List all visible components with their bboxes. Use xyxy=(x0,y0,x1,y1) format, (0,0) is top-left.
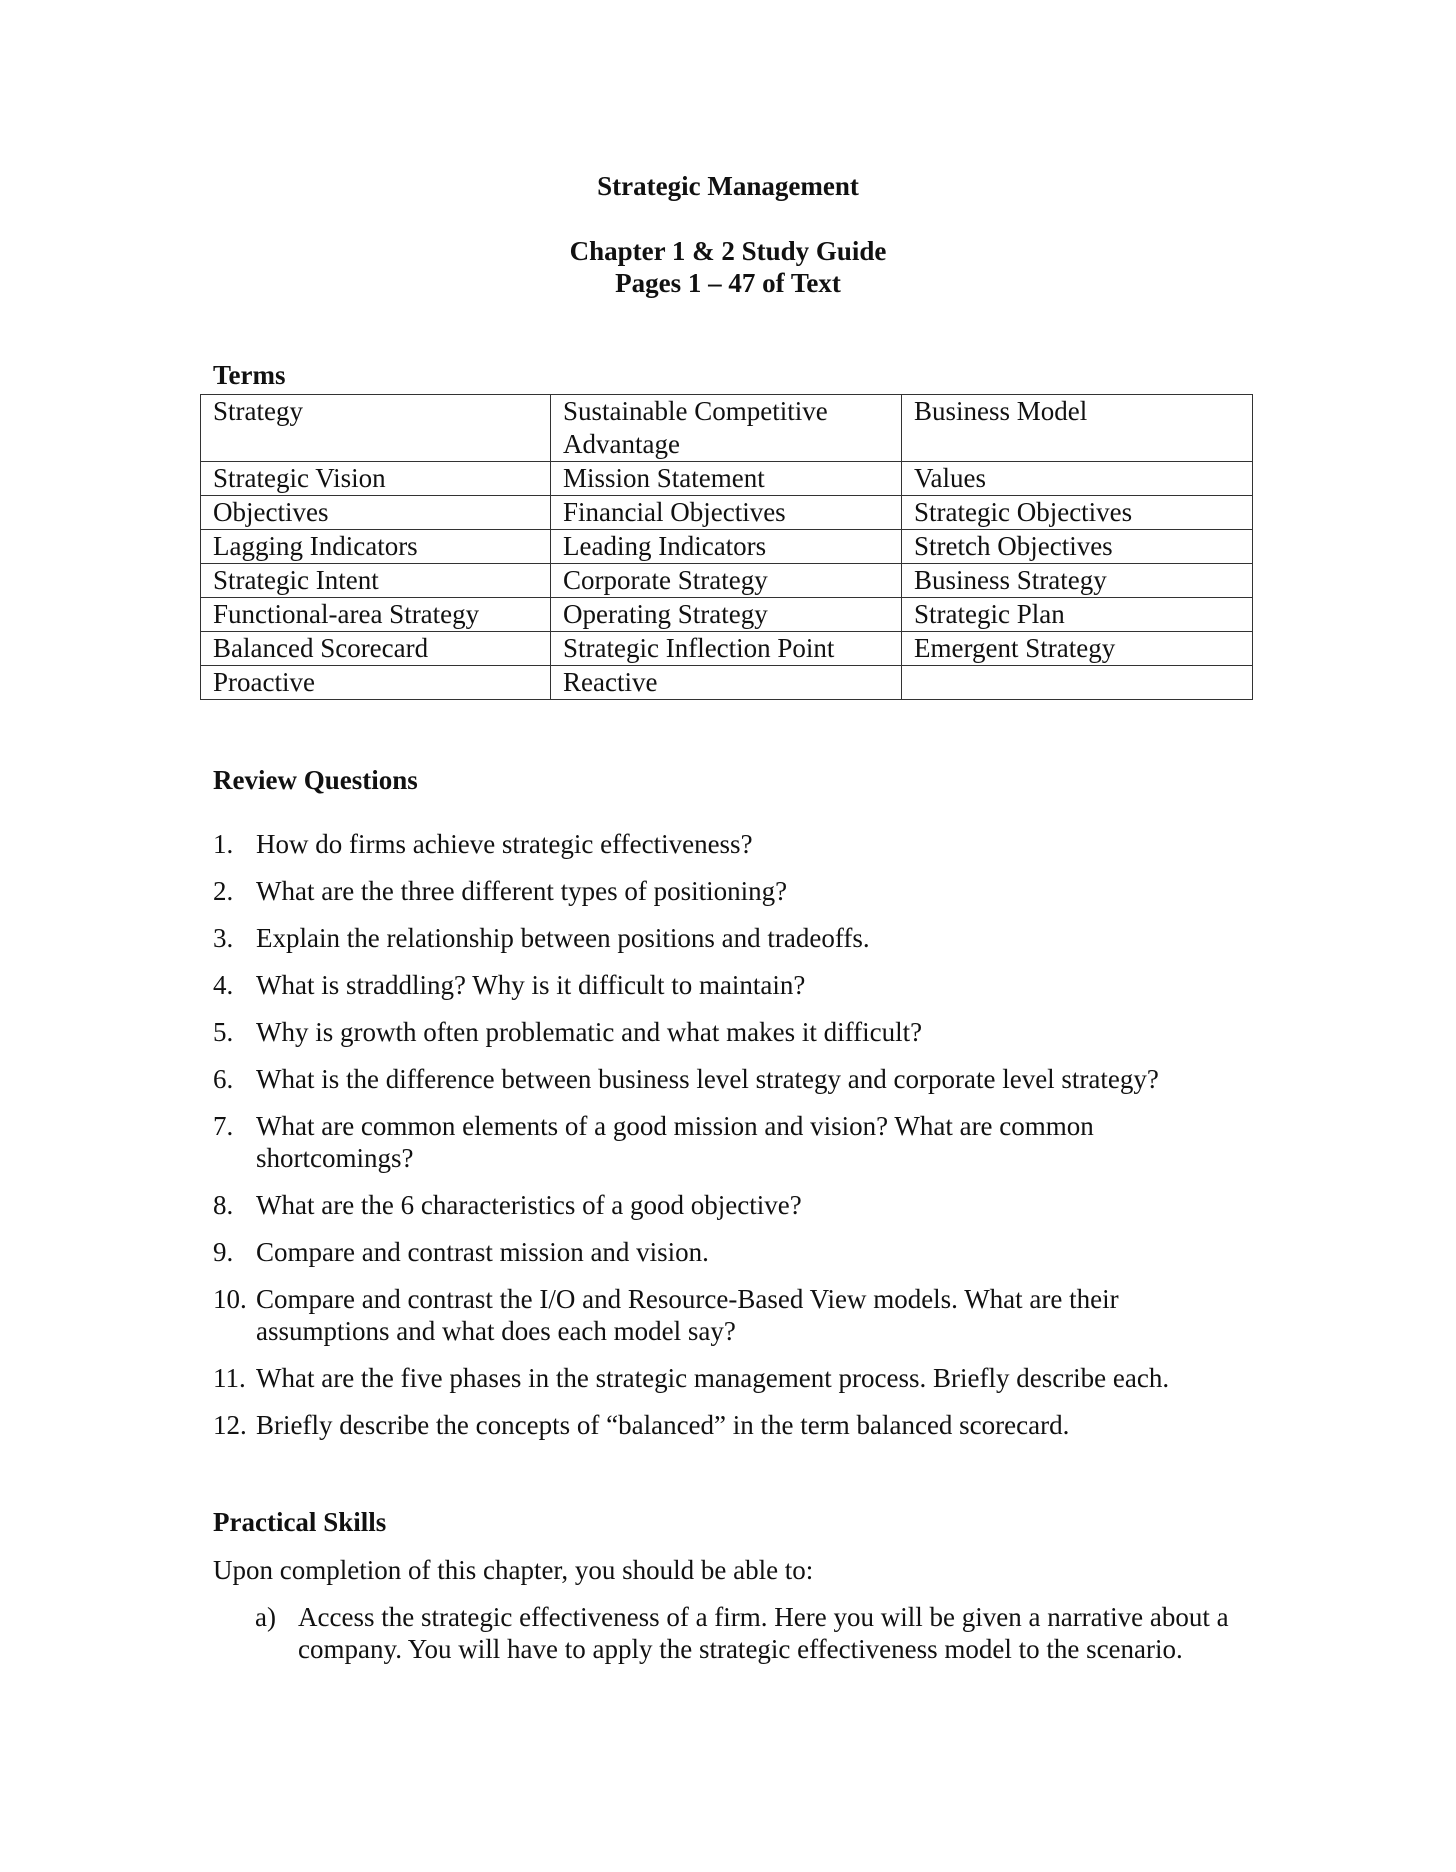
term-cell: Values xyxy=(902,462,1253,496)
term-cell: Sustainable Competitive Advantage xyxy=(551,395,902,462)
list-item-text: What are the 6 characteristics of a good objective? xyxy=(256,1190,802,1220)
practical-skills-list xyxy=(255,1601,1255,1665)
term-cell: Functional-area Strategy xyxy=(201,598,551,632)
terms-row xyxy=(201,666,1253,700)
list-item xyxy=(213,1063,1253,1095)
list-item-number: 11. xyxy=(213,1363,246,1393)
terms-row xyxy=(201,598,1253,632)
term-cell: Stretch Objectives xyxy=(902,530,1253,564)
term-cell: Business Model xyxy=(902,395,1253,462)
list-item-text: How do firms achieve strategic effectiveness? xyxy=(256,829,753,859)
list-item-number: 3. xyxy=(213,923,234,953)
list-item-number: 10. xyxy=(213,1284,247,1314)
terms-table xyxy=(200,394,1253,700)
list-item xyxy=(213,1236,1253,1268)
term-cell: Lagging Indicators xyxy=(201,530,551,564)
term-cell: Balanced Scorecard xyxy=(201,632,551,666)
list-item xyxy=(255,1601,1255,1665)
document-subtitle-pages: Pages 1 – 47 of Text xyxy=(615,268,841,298)
list-item xyxy=(213,922,1253,954)
term-cell: Emergent Strategy xyxy=(902,632,1253,666)
terms-row xyxy=(201,462,1253,496)
list-item-number: 9. xyxy=(213,1237,234,1267)
list-item xyxy=(213,1016,1253,1048)
list-item-text: Compare and contrast the I/O and Resource-Based View models. What are their assumptions and what does each model say? xyxy=(256,1284,1119,1346)
term-cell-empty xyxy=(902,666,1253,700)
list-item-text: What are the three different types of positioning? xyxy=(256,876,788,906)
list-item-number: 12. xyxy=(213,1410,247,1440)
term-cell: Mission Statement xyxy=(551,462,902,496)
list-item-text: What are common elements of a good mission and vision? What are common shortcomings? xyxy=(256,1111,1094,1173)
list-item-number: 8. xyxy=(213,1190,234,1220)
list-item-number: 6. xyxy=(213,1064,234,1094)
term-cell: Objectives xyxy=(201,496,551,530)
term-cell: Reactive xyxy=(551,666,902,700)
list-item-number: 5. xyxy=(213,1017,234,1047)
terms-row xyxy=(201,395,1253,462)
list-item xyxy=(213,1110,1253,1174)
list-item-text: What are the five phases in the strategic management process. Briefly describe each. xyxy=(256,1363,1170,1393)
term-cell: Proactive xyxy=(201,666,551,700)
term-cell: Leading Indicators xyxy=(551,530,902,564)
term-cell: Strategic Intent xyxy=(201,564,551,598)
list-item-number: 2. xyxy=(213,876,234,906)
list-item-text: What is the difference between business level strategy and corporate level strategy? xyxy=(256,1064,1159,1094)
term-cell: Operating Strategy xyxy=(551,598,902,632)
list-item-letter: a) xyxy=(255,1602,276,1632)
list-item xyxy=(213,1409,1253,1441)
term-cell: Strategic Plan xyxy=(902,598,1253,632)
list-item xyxy=(213,1283,1253,1347)
list-item-text: Compare and contrast mission and vision. xyxy=(256,1237,709,1267)
review-questions-list xyxy=(213,828,1253,1456)
terms-row xyxy=(201,496,1253,530)
list-item xyxy=(213,875,1253,907)
term-cell: Business Strategy xyxy=(902,564,1253,598)
review-questions-heading: Review Questions xyxy=(213,765,418,795)
term-cell: Strategy xyxy=(201,395,551,462)
list-item xyxy=(213,1362,1253,1394)
document-title: Strategic Management xyxy=(597,171,859,201)
terms-row xyxy=(201,632,1253,666)
list-item xyxy=(213,1189,1253,1221)
list-item-text: Explain the relationship between positions and tradeoffs. xyxy=(256,923,870,953)
list-item-text: Briefly describe the concepts of “balanced” in the term balanced scorecard. xyxy=(256,1410,1070,1440)
list-item-text: What is straddling? Why is it difficult to maintain? xyxy=(256,970,806,1000)
term-cell: Strategic Inflection Point xyxy=(551,632,902,666)
terms-row xyxy=(201,530,1253,564)
terms-heading: Terms xyxy=(213,360,286,390)
terms-row xyxy=(201,564,1253,598)
list-item xyxy=(213,969,1253,1001)
document-subtitle-chapter: Chapter 1 & 2 Study Guide xyxy=(569,236,887,266)
list-item xyxy=(213,828,1253,860)
practical-skills-heading: Practical Skills xyxy=(213,1507,387,1537)
term-cell: Financial Objectives xyxy=(551,496,902,530)
practical-skills-intro: Upon completion of this chapter, you should be able to: xyxy=(213,1555,814,1585)
list-item-number: 1. xyxy=(213,829,234,859)
list-item-text: Access the strategic effectiveness of a firm. Here you will be given a narrative about a company. You will have to apply the strategic effectiveness model to the scenario. xyxy=(298,1602,1229,1664)
term-cell: Strategic Objectives xyxy=(902,496,1253,530)
term-cell: Strategic Vision xyxy=(201,462,551,496)
term-cell: Corporate Strategy xyxy=(551,564,902,598)
list-item-text: Why is growth often problematic and what makes it difficult? xyxy=(256,1017,923,1047)
list-item-number: 7. xyxy=(213,1111,234,1141)
list-item-number: 4. xyxy=(213,970,234,1000)
